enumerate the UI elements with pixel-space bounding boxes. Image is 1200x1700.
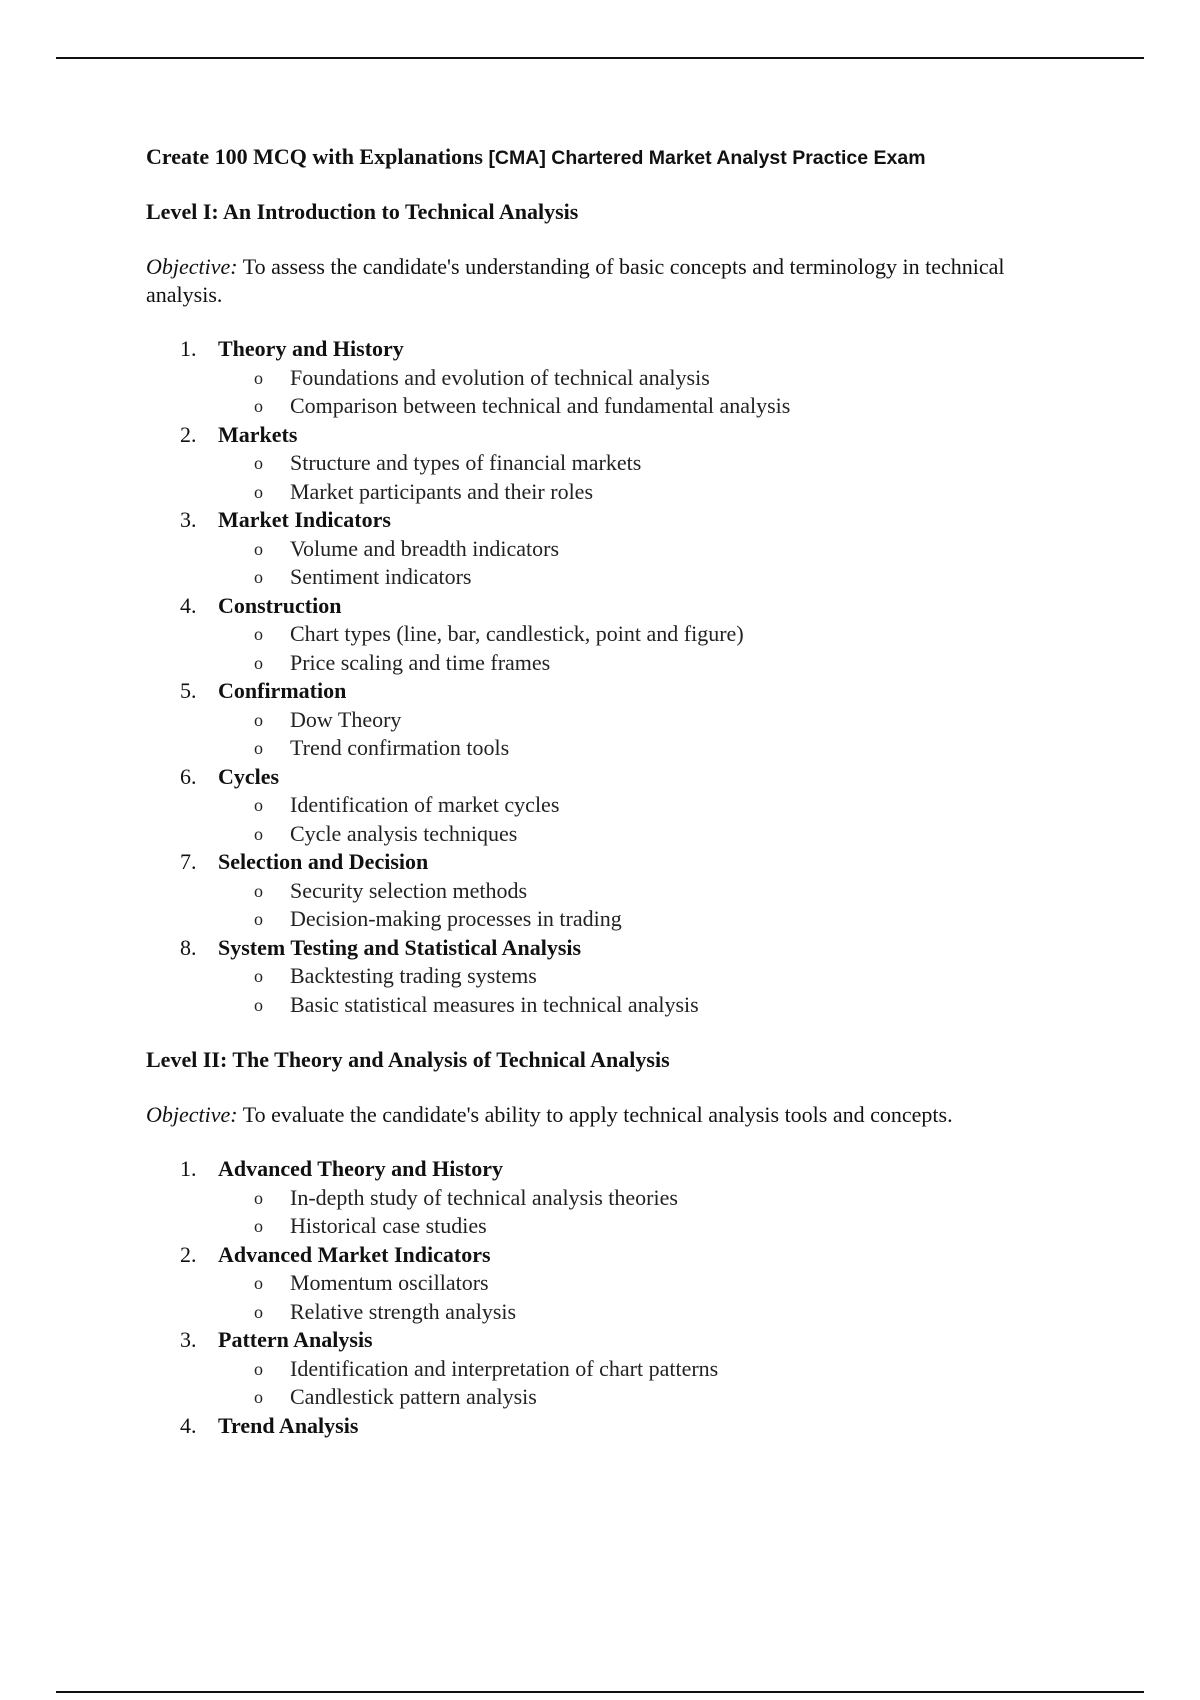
topic-number: 5. (180, 678, 197, 703)
circle-bullet-icon: o (254, 795, 263, 815)
subtopic-item (218, 535, 1066, 564)
topic-item (146, 592, 1066, 678)
topic-title: Advanced Market Indicators (218, 1241, 491, 1267)
circle-bullet-icon: o (254, 738, 263, 758)
circle-bullet-icon: o (254, 1358, 263, 1379)
subtopic-item (218, 1383, 1066, 1412)
subtopic-list (218, 620, 1066, 677)
topic-title: Confirmation (218, 678, 347, 703)
circle-bullet-icon: o (254, 880, 263, 901)
document-title (146, 143, 1066, 172)
subtopic-text: In-depth study of technical analysis theories (290, 1184, 678, 1210)
subtopic-text: Basic statistical measures in technical analysis (290, 991, 699, 1017)
topic-title: Trend Analysis (218, 1412, 359, 1438)
topic-number: 1. (180, 336, 197, 361)
subtopic-item (218, 1212, 1066, 1241)
level-2-topic-list (146, 1155, 1066, 1440)
topic-title: Cycles (218, 763, 280, 789)
level-2-section (146, 1046, 1066, 1440)
subtopic-text: Cycle analysis techniques (290, 820, 518, 846)
circle-bullet-icon: o (254, 1216, 263, 1236)
subtopic-text: Structure and types of financial markets (290, 450, 642, 475)
level-2-heading: Level II: The Theory and Analysis of Technical Analysis (146, 1047, 670, 1072)
subtopic-text: Historical case studies (290, 1213, 487, 1238)
title-sans-part: [CMA] Chartered Market Analyst Practice Exam (488, 147, 926, 169)
objective-label: Objective: (146, 254, 238, 279)
circle-bullet-icon: o (254, 567, 263, 587)
subtopic-item (218, 364, 1066, 393)
topic-number: 3. (180, 507, 197, 532)
subtopic-list (218, 962, 1066, 1019)
subtopic-text: Market participants and their roles (290, 478, 594, 504)
level-1-section (146, 198, 1066, 1019)
top-rule (56, 57, 1144, 59)
subtopic-item (218, 1298, 1066, 1327)
subtopic-item (218, 991, 1066, 1020)
subtopic-list (218, 877, 1066, 934)
topic-title: Selection and Decision (218, 849, 429, 874)
topic-number: 3. (180, 1327, 197, 1352)
topic-title: Markets (218, 421, 298, 447)
subtopic-list (218, 449, 1066, 506)
subtopic-text: Momentum oscillators (290, 1270, 489, 1295)
subtopic-item (218, 877, 1066, 906)
subtopic-text: Relative strength analysis (290, 1298, 517, 1324)
circle-bullet-icon: o (254, 994, 263, 1015)
subtopic-item (218, 706, 1066, 735)
subtopic-list (218, 1269, 1066, 1326)
subtopic-list (218, 791, 1066, 848)
topic-title: System Testing and Statistical Analysis (218, 934, 582, 960)
topic-number: 6. (180, 763, 197, 789)
topic-item (146, 934, 1066, 1020)
topic-item (146, 763, 1066, 849)
subtopic-item (218, 1355, 1066, 1384)
subtopic-text: Dow Theory (290, 706, 402, 732)
objective-text: To evaluate the candidate's ability to apply technical analysis tools and concepts. (242, 1102, 953, 1127)
objective-label: Objective: (146, 1102, 238, 1127)
topic-item (146, 848, 1066, 934)
subtopic-item (218, 905, 1066, 934)
circle-bullet-icon: o (254, 1387, 263, 1407)
circle-bullet-icon: o (254, 1301, 263, 1322)
title-serif-part: Create 100 MCQ with Explanations (146, 144, 483, 169)
subtopic-item (218, 734, 1066, 763)
topic-number: 4. (180, 1412, 197, 1438)
subtopic-text: Foundations and evolution of technical analysis (290, 364, 710, 390)
subtopic-item (218, 791, 1066, 820)
subtopic-list (218, 535, 1066, 592)
subtopic-item (218, 392, 1066, 421)
circle-bullet-icon: o (254, 823, 263, 844)
circle-bullet-icon: o (254, 709, 263, 730)
bottom-rule (56, 1691, 1144, 1693)
subtopic-text: Comparison between technical and fundamental analysis (290, 393, 791, 418)
subtopic-item (218, 962, 1066, 991)
circle-bullet-icon: o (254, 909, 263, 929)
objective-text: To assess the candidate's understanding of basic concepts and terminology in technical analysis. (146, 254, 1005, 307)
topic-number: 2. (180, 1241, 197, 1267)
circle-bullet-icon: o (254, 396, 263, 416)
circle-bullet-icon: o (254, 624, 263, 644)
circle-bullet-icon: o (254, 652, 263, 673)
topic-number: 2. (180, 421, 197, 447)
level-2-objective (146, 1101, 1066, 1129)
topic-title: Market Indicators (218, 507, 391, 532)
topic-item (146, 1241, 1066, 1327)
topic-item (146, 677, 1066, 763)
subtopic-list (218, 364, 1066, 421)
circle-bullet-icon: o (254, 453, 263, 473)
circle-bullet-icon: o (254, 538, 263, 559)
subtopic-text: Volume and breadth indicators (290, 535, 560, 561)
circle-bullet-icon: o (254, 481, 263, 502)
level-1-objective (146, 253, 1066, 309)
subtopic-item (218, 1184, 1066, 1213)
subtopic-text: Sentiment indicators (290, 564, 472, 589)
topic-number: 7. (180, 849, 197, 874)
subtopic-item (218, 820, 1066, 849)
subtopic-text: Chart types (line, bar, candlestick, point and figure) (290, 621, 744, 646)
subtopic-item (218, 563, 1066, 592)
subtopic-text: Identification and interpretation of chart patterns (290, 1355, 719, 1381)
topic-title: Theory and History (218, 336, 404, 361)
topic-item (146, 335, 1066, 421)
topic-title: Advanced Theory and History (218, 1156, 504, 1181)
subtopic-text: Decision-making processes in trading (290, 906, 622, 931)
topic-title: Construction (218, 592, 342, 618)
subtopic-item (218, 449, 1066, 478)
subtopic-text: Price scaling and time frames (290, 649, 551, 675)
subtopic-text: Candlestick pattern analysis (290, 1384, 537, 1409)
topic-item (146, 1412, 1066, 1441)
circle-bullet-icon: o (254, 367, 263, 388)
level-1-topic-list (146, 335, 1066, 1019)
circle-bullet-icon: o (254, 1187, 263, 1208)
subtopic-list (218, 1355, 1066, 1412)
subtopic-text: Trend confirmation tools (290, 735, 510, 760)
subtopic-item (218, 1269, 1066, 1298)
subtopic-list (218, 706, 1066, 763)
subtopic-text: Identification of market cycles (290, 792, 560, 817)
topic-item (146, 1326, 1066, 1412)
subtopic-text: Security selection methods (290, 877, 528, 903)
subtopic-list (218, 1184, 1066, 1241)
topic-number: 1. (180, 1156, 197, 1181)
circle-bullet-icon: o (254, 966, 263, 986)
topic-title: Pattern Analysis (218, 1327, 373, 1352)
topic-item (146, 506, 1066, 592)
document-body (146, 143, 1066, 1467)
topic-item (146, 1155, 1066, 1241)
subtopic-item (218, 649, 1066, 678)
topic-number: 4. (180, 592, 197, 618)
level-1-heading: Level I: An Introduction to Technical Analysis (146, 199, 579, 224)
topic-item (146, 421, 1066, 507)
circle-bullet-icon: o (254, 1273, 263, 1293)
subtopic-item (218, 478, 1066, 507)
subtopic-item (218, 620, 1066, 649)
topic-number: 8. (180, 934, 197, 960)
subtopic-text: Backtesting trading systems (290, 963, 537, 988)
